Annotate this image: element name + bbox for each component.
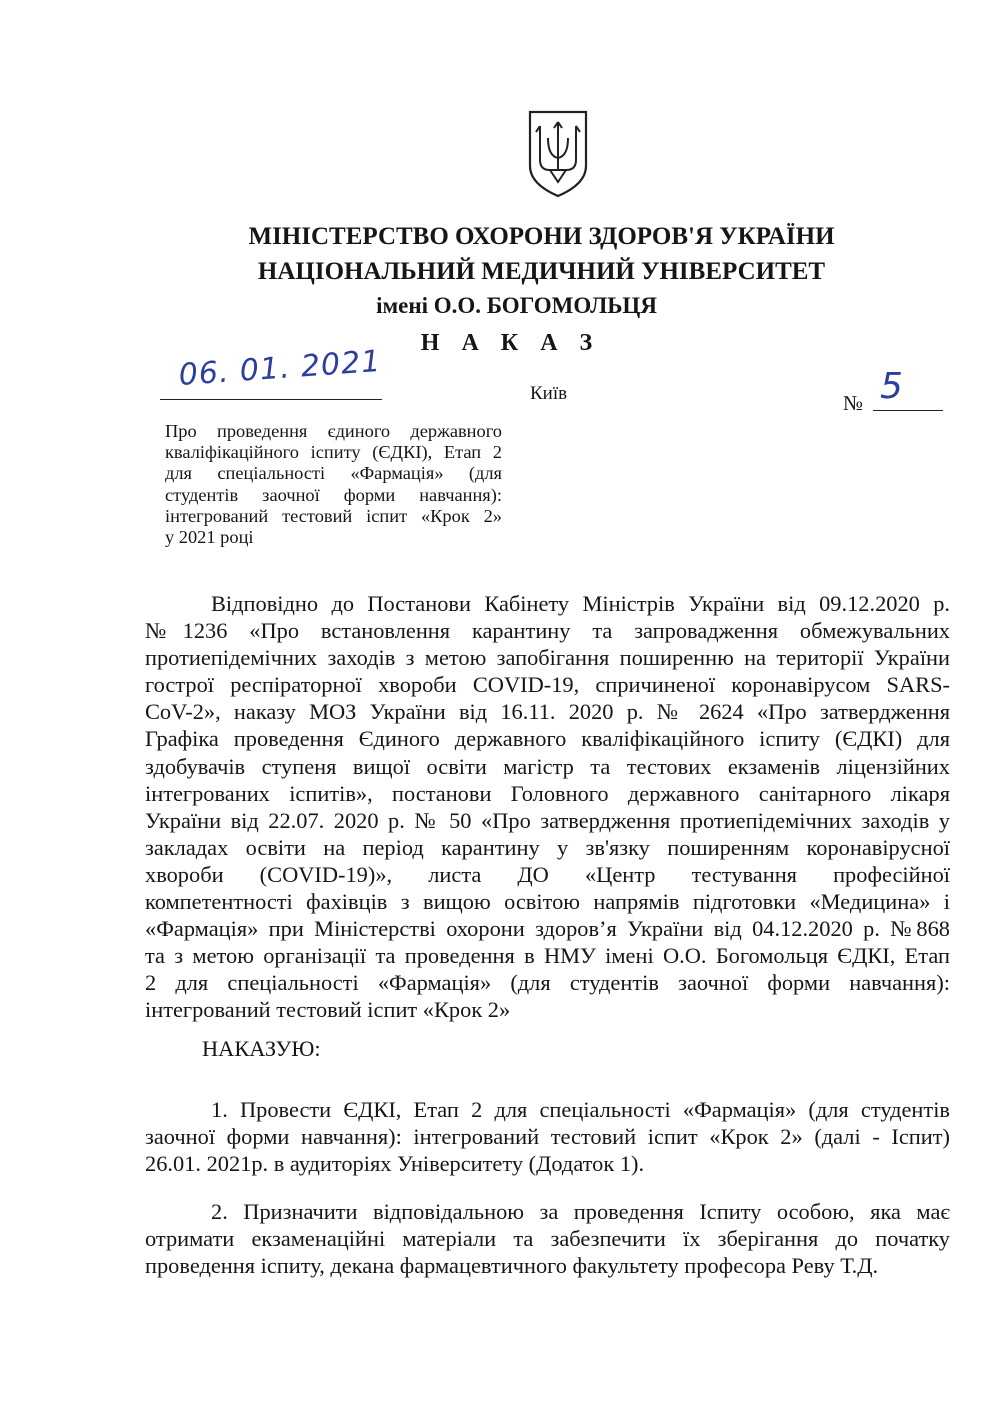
paragraph-line: компетентності фахівців з вищою освітою напрямів підготовки «Медицина» і: [145, 889, 950, 915]
paragraph-line: інтегрований тестовий іспит «Крок 2»: [145, 997, 511, 1023]
paragraph-line: «Фармація» при Міністерстві охорони здоров’я України від 04.12.2020 р. №868: [145, 916, 950, 942]
paragraph-line: CoV-2», наказу МОЗ України від 16.11. 2020 р. № 2624 «Про затвердження: [145, 699, 950, 725]
number-underline: [873, 410, 943, 411]
subject-line: кваліфікаційного іспиту (ЄДКІ), Етап 2: [165, 442, 502, 463]
paragraph-line: гострої респіраторної хвороби COVID-19, спричиненої коронавірусом SARS-: [145, 672, 950, 698]
order-subject: [165, 421, 502, 548]
paragraph-line: хвороби (COVID-19)», листа ДО «Центр тестування професійної: [145, 861, 950, 887]
paragraph-line: проведення іспиту, декана фармацевтичного факультету професора Реву Т.Д.: [145, 1253, 879, 1279]
city: Київ: [530, 383, 568, 404]
subject-line: студентів заочної форми навчання):: [165, 484, 502, 505]
paragraph-line: України від 22.07. 2020 р. № 50 «Про затвердження протиепідемічних заходів у: [145, 807, 950, 833]
subject-line: інтегрований тестовий іспит «Крок 2»: [165, 505, 502, 526]
paragraph-line: закладах освіти на період карантину у зв'язку поширенням коронавірусної: [145, 834, 950, 860]
university-title: НАЦІОНАЛЬНИЙ МЕДИЧНИЙ УНІВЕРСИТЕТ: [257, 258, 826, 285]
number-sign: №: [843, 391, 864, 415]
paragraph-line: 2 для спеціальності «Фармація» (для студентів заочної форми навчання):: [145, 970, 950, 996]
paragraph-line: 1. Провести ЄДКІ, Етап 2 для спеціальності «Фармація» (для студентів: [211, 1097, 950, 1122]
paragraph-line: 26.01. 2021р. в аудиторіях Університету (Додаток 1).: [145, 1151, 645, 1177]
paragraph-line: та з метою організації та проведення в НМУ імені О.О. Богомольця ЄДКІ, Етап: [145, 943, 950, 969]
order-item-1: [145, 1096, 950, 1177]
paragraph-line: Графіка проведення Єдиного державного кваліфікаційного іспиту (ЄДКІ) для: [145, 726, 950, 752]
subject-line: у 2021 році: [165, 527, 254, 548]
subject-line: Про проведення єдиного державного: [165, 421, 502, 441]
paragraph-line: №1236 «Про встановлення карантину та запровадження обмежувальних: [145, 618, 950, 644]
university-named-after: імені О.О. БОГОМОЛЬЦЯ: [376, 293, 657, 318]
date-underline: [160, 399, 382, 400]
paragraph-line: отримати екзаменаційні матеріали та забезпечити їх зберігання до початку: [145, 1226, 950, 1252]
preamble-paragraph: [145, 590, 950, 1024]
ministry-title: МІНІСТЕРСТВО ОХОРОНИ ЗДОРОВ'Я УКРАЇНИ: [248, 223, 835, 250]
document-type: Н А К А З: [420, 330, 601, 356]
paragraph-line: здобувачів ступеня вищої освіти магістр та тестових екзаменів ліцензійних: [145, 753, 950, 779]
order-item-2: [145, 1198, 950, 1279]
paragraph-line: 2. Призначити відповідальною за проведення Іспиту особою, яка має: [211, 1199, 950, 1224]
trident-emblem-icon: [526, 108, 590, 198]
paragraph-line: заочної форми навчання): інтегрований тестовий іспит «Крок 2» (далі - Іспит): [145, 1124, 950, 1150]
paragraph-line: Відповідно до Постанови Кабінету Міністрів України від 09.12.2020 р.: [211, 591, 950, 616]
paragraph-line: протиепідемічних заходів з метою запобігання поширенню на території України: [145, 645, 950, 671]
order-word: НАКАЗУЮ:: [202, 1036, 321, 1061]
paragraph-line: інтегрованих іспитів», постанови Головного державного санітарного лікаря: [145, 780, 950, 806]
subject-line: для спеціальності «Фармація» (для: [165, 463, 502, 484]
handwritten-order-number: 5: [880, 366, 903, 407]
handwritten-date: 06. 01. 2021: [177, 343, 383, 393]
